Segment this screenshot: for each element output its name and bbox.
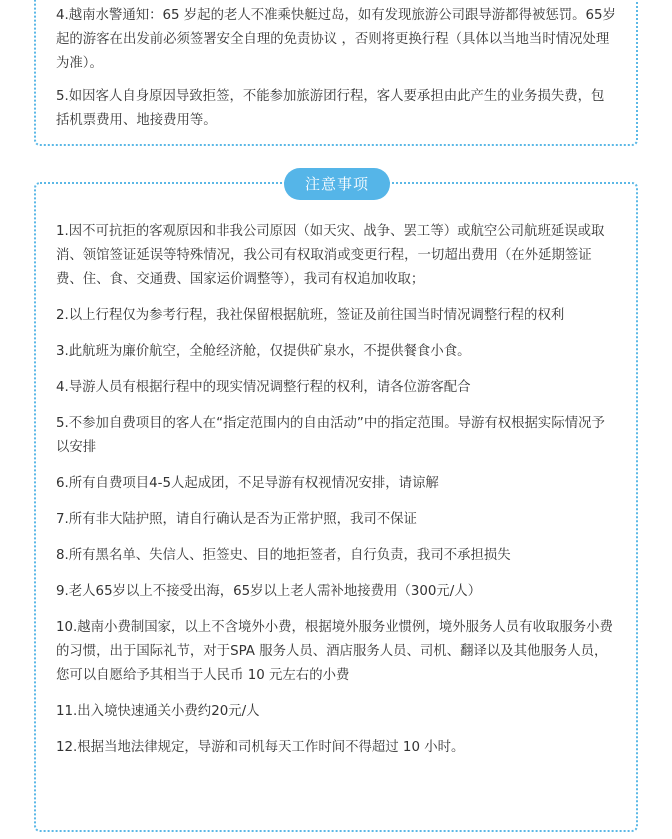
list-item: 8.所有黑名单、失信人、拒签史、目的地拒签者，自行负责，我司不承担损失: [56, 548, 511, 563]
list-item: 4.导游人员有根据行程中的现实情况调整行程的权利，请各位游客配合: [56, 380, 471, 395]
list-item: 5.如因客人自身原因导致拒签，不能参加旅游团行程，客人要承担由此产生的业务损失费，包括机票费用、地接费用等。: [56, 89, 605, 128]
list-item: 10.越南小费制国家，以上不含境外小费，根据境外服务业惯例，境外服务人员有收取服务小费的习惯，出于国际礼节，对于SPA 服务人员、酒店服务人员、司机、翻译以及其他服务人员，您可以自愿给予其相当于人民币 10 元左右的小费: [56, 620, 613, 683]
list-item: 6.所有自费项目4-5人起成团，不足导游有权视情况安排，请谅解: [56, 476, 439, 491]
notes-box: [34, 182, 638, 832]
list-item: 2.以上行程仅为参考行程，我社保留根据航班，签证及前往国当时情况调整行程的权利: [56, 308, 565, 323]
list-item: 4.越南水警通知：65 岁起的老人不准乘快艇过岛，如有发现旅游公司跟导游都得被惩罚。65岁起的游客在出发前必须签署安全自理的免责协议 ，否则将更换行程（具体以当地当时情况处理为准）。: [56, 8, 616, 71]
list-item: 11.出入境快速通关小费约20元/人: [56, 704, 260, 719]
list-item: 9.老人65岁以上不接受出海，65岁以上老人需补地接费用（300元/人）: [56, 584, 482, 599]
list-item: 3.此航班为廉价航空，全舱经济舱，仅提供矿泉水，不提供餐食小食。: [56, 344, 471, 359]
section-heading-notes: 注意事项: [284, 168, 390, 200]
list-item: 7.所有非大陆护照，请自行确认是否为正常护照，我司不保证: [56, 512, 417, 527]
list-item: 12.根据当地法律规定，导游和司机每天工作时间不得超过 10 小时。: [56, 740, 465, 755]
previous-notes-box: [34, 0, 638, 146]
list-item: 5.不参加自费项目的客人在“指定范围内的自由活动”中的指定范围。导游有权根据实际情况予以安排: [56, 416, 605, 455]
list-item: 1.因不可抗拒的客观原因和非我公司原因（如天灾、战争、罢工等）或航空公司航班延误或取消、领馆签证延误等特殊情况，我公司有权取消或变更行程，一切超出费用（在外延期签证费、住、食、交通费、国家运价调整等），我司有权追加收取；: [56, 224, 605, 287]
